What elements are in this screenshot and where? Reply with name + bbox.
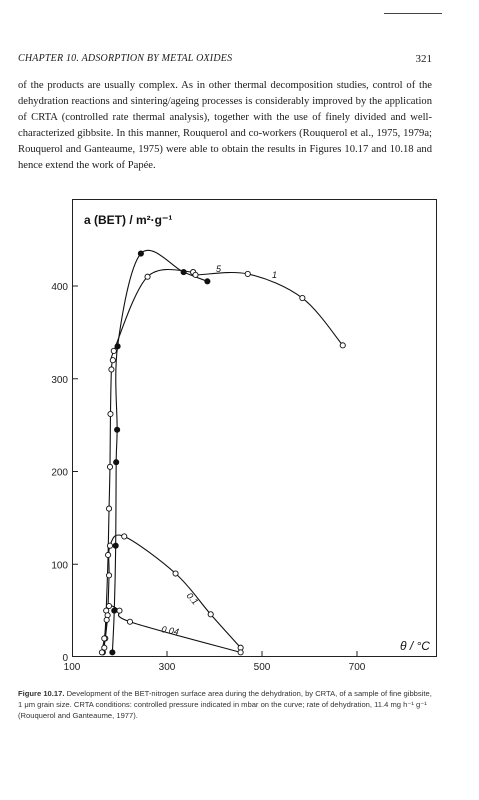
chapter-title: CHAPTER 10. ADSORPTION BY METAL OXIDES: [18, 53, 233, 64]
data-point: [107, 464, 112, 469]
series-label: 0.04: [160, 624, 180, 638]
series-label: 1: [272, 270, 278, 280]
y-tick-label: 0: [62, 653, 68, 664]
page-number: 321: [415, 53, 432, 65]
series-label: 5: [216, 264, 222, 274]
data-point: [110, 650, 115, 655]
data-point: [113, 543, 118, 548]
x-tick-label: 500: [253, 662, 271, 673]
data-point: [108, 411, 113, 416]
data-point: [106, 506, 111, 511]
y-tick-label: 200: [51, 467, 68, 479]
data-point: [208, 612, 213, 617]
y-axis-title: a (BET) / m²·g⁻¹: [84, 213, 173, 227]
caption-label: Figure 10.17.: [18, 689, 65, 698]
data-point: [115, 427, 120, 432]
y-tick-label: 300: [51, 374, 68, 386]
data-point: [138, 251, 143, 256]
data-point: [127, 619, 132, 624]
data-point: [340, 343, 345, 348]
data-point: [109, 367, 114, 372]
paragraph-text: of the products are usually complex. As in other thermal decomposition studies, control of the dehydration reactions and sintering/ageing processes is considerably improved by the application of CRTA (controlled rate thermal analysis), together with the use of finely divided and well-characterized gibbsite. In this manner, Rouquerol and co-workers (Rouquerol et al., 1975, 1979a; Rouquerol and Ganteaume, 1975) were able to obtain the results in Figures 10.17 and 10.18 and hence extend the work of Papée.: [18, 80, 432, 171]
data-point: [106, 573, 111, 578]
figure-caption: [18, 688, 438, 721]
data-point: [111, 348, 116, 353]
data-point: [112, 608, 117, 613]
data-point: [114, 460, 119, 465]
data-point: [106, 552, 111, 557]
data-point: [173, 571, 178, 576]
x-axis-title: θ / °C: [400, 639, 430, 653]
y-tick-label: 100: [51, 560, 68, 572]
data-point: [117, 608, 122, 613]
series-label: 0.1: [184, 590, 201, 607]
x-tick-label: 300: [158, 662, 176, 673]
data-point: [300, 295, 305, 300]
data-point: [110, 358, 115, 363]
data-point: [193, 272, 198, 277]
data-point: [181, 269, 186, 274]
data-point: [107, 543, 112, 548]
x-tick-label: 100: [63, 662, 81, 673]
data-point: [145, 274, 150, 279]
data-point: [99, 650, 104, 655]
x-tick-label: 700: [348, 662, 366, 673]
data-point: [238, 650, 243, 655]
data-point: [205, 279, 210, 284]
series-line-1: [104, 269, 342, 647]
data-point: [102, 636, 107, 641]
data-point: [115, 344, 120, 349]
data-point: [245, 271, 250, 276]
data-point: [106, 603, 111, 608]
y-tick-label: 400: [51, 282, 68, 293]
data-point: [122, 534, 127, 539]
caption-text: Development of the BET-nitrogen surface area during the dehydration, by CRTA, of a sample of fine gibbsite, 1 μm grain size. CRTA conditions: controlled pressure indicated in mbar on the curve; rate of dehydration, 11.4 mg h⁻¹ g⁻¹ (Rouquerol and Ganteaume, 1977).: [18, 689, 432, 720]
data-point: [104, 617, 109, 622]
